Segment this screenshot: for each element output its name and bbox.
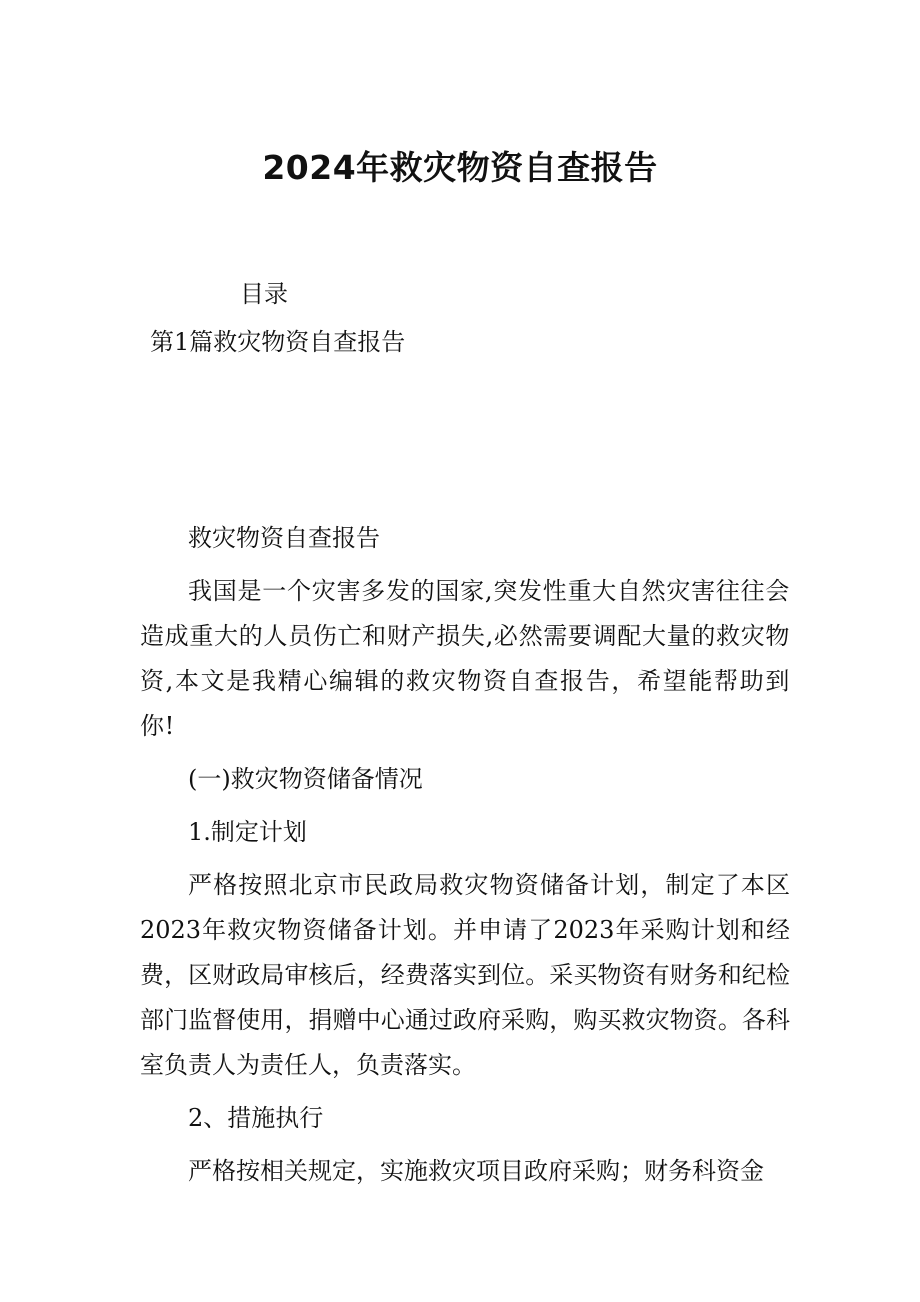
item-heading: 2、措施执行	[188, 1104, 324, 1132]
document-title: 2024年救灾物资自查报告	[262, 148, 658, 187]
body-paragraph: 严格按照北京市民政局救灾物资储备计划，制定了本区2023年救灾物资储备计划。并申请了2023年采购计划和经费，区财政局审核后，经费落实到位。采买物资有财务和纪检部门监督使用，捐赠中心通过政府采购，购买救灾物资。各科室负责人为责任人，负责落实。	[140, 871, 790, 1079]
document-body	[140, 516, 790, 1202]
toc-heading: 目录	[240, 280, 288, 308]
body-paragraph: 严格按相关规定，实施救灾项目政府采购；财务科资金	[188, 1157, 764, 1185]
subsection-heading: (一)救灾物资储备情况	[188, 765, 423, 793]
toc-entry[interactable]: 第1篇救灾物资自查报告	[150, 328, 406, 356]
section-heading: 救灾物资自查报告	[188, 524, 380, 552]
body-paragraph: 我国是一个灾害多发的国家,突发性重大自然灾害往往会造成重大的人员伤亡和财产损失,必然需要调配大量的救灾物资,本文是我精心编辑的救灾物资自查报告，希望能帮助到你!	[140, 577, 790, 740]
item-heading: 1.制定计划	[188, 818, 307, 846]
